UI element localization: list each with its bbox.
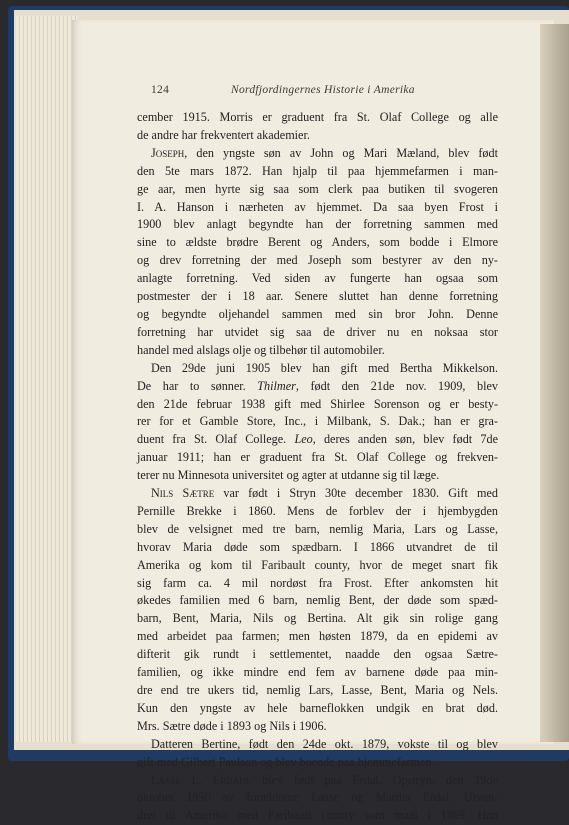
text-line bbox=[137, 288, 498, 306]
line-text: De har to sønner. bbox=[137, 378, 258, 393]
line-text: var født i Stryn 30te december 1830. Gift med bbox=[214, 486, 498, 501]
line-text: , den yngste søn av John og Mari Mæland, blev født bbox=[184, 145, 498, 160]
text-line bbox=[137, 521, 498, 539]
line-text: sine to ældste brødre Berent og Anders, som bodde i Elmore bbox=[137, 235, 498, 250]
text-line bbox=[137, 682, 498, 700]
line-text: anlagte forretning. Ved siden av fungerte han ogsaa som bbox=[137, 271, 498, 286]
line-text: rer for et Gamble Store, Inc., i Milbank, S. Dak.; han er gra- bbox=[137, 414, 498, 429]
line-text: sig farm ca. 4 mil nordøst fra Frost. Efter ankomsten hit bbox=[137, 575, 498, 590]
text-line bbox=[137, 378, 498, 396]
line-text: postmester der i 18 aar. Senere sluttet han denne forretning bbox=[137, 289, 498, 304]
line-text: 1900 blev anlagt begyndte han der forretning sammen med bbox=[137, 217, 498, 232]
text-line bbox=[137, 539, 498, 557]
line-text: og begyndte oljehandel sammen med sin bror John. Denne bbox=[137, 306, 498, 321]
text-line bbox=[137, 216, 498, 234]
line-text: duent fra St. Olaf College. bbox=[137, 432, 295, 447]
line-text: Datteren Bertine, født den 24de okt. 1879, vokste til og blev bbox=[151, 736, 498, 751]
line-text: barn, Bent, Maria, Nils og Bertina. Alt gik sin rolige gang bbox=[137, 611, 498, 626]
text-line bbox=[137, 718, 498, 736]
line-text: , født den 21de nov. 1909, blev bbox=[295, 378, 498, 393]
line-text: forretning har utvidet sig saa de driver nu en noksaa stor bbox=[137, 324, 498, 339]
text-line bbox=[137, 324, 498, 342]
text-line bbox=[137, 145, 498, 163]
text-line bbox=[137, 413, 498, 431]
text-line bbox=[137, 342, 498, 360]
text-line bbox=[137, 270, 498, 288]
line-text: Pernille Brekke i 1860. Mens de forblev der i hjembygden bbox=[137, 503, 498, 518]
text-line bbox=[137, 646, 498, 664]
line-text: difterit gik rundt i settlementet, naadde den ogsaa Sætre- bbox=[137, 647, 498, 662]
line-text: januar 1911; han er graduent fra St. Olaf College og frekven- bbox=[137, 450, 498, 465]
text-line bbox=[137, 252, 498, 270]
text-line bbox=[137, 127, 498, 145]
text-line bbox=[137, 789, 498, 807]
text-line bbox=[137, 628, 498, 646]
text-line bbox=[137, 700, 498, 718]
name-smallcaps: Lasse L. Erdahl bbox=[151, 772, 252, 787]
line-text: I. A. Hanson i nærheten av hjemmet. Da saa byen Frost i bbox=[137, 199, 498, 214]
body-text bbox=[137, 109, 498, 825]
text-line bbox=[137, 181, 498, 199]
text-line bbox=[137, 485, 498, 503]
line-text: dret til Amerika med Faribault county som maal i 1869. Han bbox=[137, 808, 498, 823]
text-line bbox=[137, 163, 498, 181]
text-line bbox=[137, 557, 498, 575]
line-text: Den 29de juni 1905 blev han gift med Bertha Mikkelson. bbox=[151, 360, 498, 375]
name-smallcaps: Joseph bbox=[151, 145, 185, 160]
line-text: dre end tre ukers tid, nemlig Lars, Lasse, Bent, Maria og Nels. bbox=[137, 683, 498, 697]
line-text: Mrs. Sætre døde i 1893 og Nils i 1906. bbox=[137, 718, 327, 733]
line-text: gift med Gilbert Paulson og blev boende paa hjemmefarmen. bbox=[137, 754, 435, 769]
line-text: blev født paa Erdal, Opstryn, den 19de bbox=[251, 772, 499, 787]
text-line bbox=[137, 396, 498, 414]
text-line bbox=[137, 199, 498, 217]
line-text: terer nu Minnesota universitet og agter at utdanne sig til læge. bbox=[137, 468, 440, 483]
line-text: Amerika og kom til Faribault county, hvor de meget snart fik bbox=[137, 557, 498, 572]
text-line bbox=[137, 610, 498, 628]
text-line bbox=[137, 360, 498, 378]
line-text: og drev forretning der med Joseph som bestyrer av den ny- bbox=[137, 253, 498, 268]
page-number: 124 bbox=[151, 84, 170, 96]
name-italic: Thilmer bbox=[257, 378, 296, 393]
line-text: cember 1915. Morris er graduent fra St. Olaf College og alle bbox=[137, 110, 498, 124]
line-text: de andre har frekventert akademier. bbox=[137, 127, 310, 142]
text-line bbox=[137, 109, 498, 127]
text-line bbox=[137, 664, 498, 682]
line-text: økedes familien med 6 barn, nemlig Bent, der døde som spæd- bbox=[137, 593, 498, 608]
text-line bbox=[137, 772, 498, 790]
text-line bbox=[137, 431, 498, 449]
line-text: den 5te mars 1872. Han hjalp til paa hjemmefarmen i man- bbox=[137, 163, 498, 178]
name-smallcaps: Nils Sætre bbox=[151, 486, 215, 501]
line-text: ge aar, men hyrte sig saa som clerk paa butiken til svogeren bbox=[137, 181, 498, 196]
text-line bbox=[137, 449, 498, 467]
line-text: familien, og ikke mindre end fem av barnene døde paa min- bbox=[137, 665, 498, 680]
text-line bbox=[137, 575, 498, 593]
page-gutter bbox=[540, 24, 569, 742]
line-text: oktober 1850 av forældrene Lasse og Martha Erdal. Utvan- bbox=[137, 790, 498, 805]
line-text: Kun den yngste av hele barneflokken undgik en brat død. bbox=[137, 700, 498, 715]
page-edges bbox=[16, 16, 78, 742]
text-line bbox=[137, 736, 498, 754]
line-text: handel med alslags olje og tilbehør til automobiler. bbox=[137, 342, 385, 357]
name-italic: Leo bbox=[294, 432, 313, 447]
text-line bbox=[137, 467, 498, 485]
text-line bbox=[137, 807, 498, 825]
line-text: , deres anden søn, blev født 7de bbox=[312, 432, 498, 447]
line-text: den 21de februar 1938 gift med Shirlee Sorenson og er besty- bbox=[137, 396, 498, 411]
line-text: blev de velsignet med tre barn, nemlig Maria, Lars og Lasse, bbox=[137, 521, 498, 536]
running-title: Nordfjordingernes Historie i Amerika bbox=[231, 84, 415, 96]
line-text: hvorav Maria døde som spædbarn. I 1866 utvandret de til bbox=[137, 539, 498, 554]
text-line bbox=[137, 306, 498, 324]
text-line bbox=[137, 592, 498, 610]
text-line bbox=[137, 503, 498, 521]
text-line bbox=[137, 234, 498, 252]
line-text: med arbeidet paa farmen; men høsten 1879, da en epidemi av bbox=[137, 629, 498, 644]
text-line bbox=[137, 754, 498, 772]
